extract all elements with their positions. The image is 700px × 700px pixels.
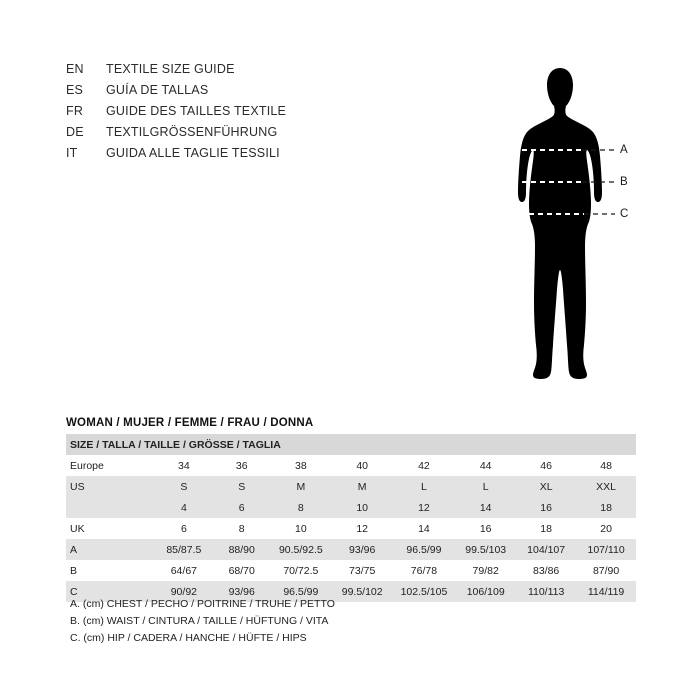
row-label: US — [66, 476, 154, 497]
gender-header: WOMAN / MUJER / FEMME / FRAU / DONNA — [66, 417, 314, 429]
cell: 6 — [154, 518, 213, 539]
cell: 106/109 — [455, 581, 516, 602]
footnote-a: A. (cm) CHEST / PECHO / POITRINE / TRUHE / PETTO — [70, 598, 335, 610]
cell: 44 — [455, 455, 516, 476]
cell: M — [332, 476, 393, 497]
cell: 10 — [270, 518, 332, 539]
cell: S — [213, 476, 270, 497]
title-row-it — [66, 146, 396, 167]
row-label: C — [66, 581, 154, 602]
language-code-it: IT — [66, 146, 78, 160]
cell: 18 — [516, 518, 576, 539]
cell: 12 — [393, 497, 456, 518]
language-code-en: EN — [66, 62, 84, 76]
female-body-silhouette-icon — [470, 52, 650, 422]
cell: 14 — [455, 497, 516, 518]
cell: 104/107 — [516, 539, 576, 560]
cell: 8 — [270, 497, 332, 518]
title-text-es: GUÍA DE TALLAS — [106, 83, 209, 97]
cell: L — [393, 476, 456, 497]
cell: 16 — [455, 518, 516, 539]
table-row-size-header — [66, 434, 636, 455]
cell: 18 — [576, 497, 636, 518]
row-label: UK — [66, 518, 154, 539]
marker-label-a: A — [620, 144, 628, 156]
cell: 20 — [576, 518, 636, 539]
title-row-es — [66, 83, 396, 104]
cell: 93/96 — [332, 539, 393, 560]
cell: M — [270, 476, 332, 497]
cell: 36 — [213, 455, 270, 476]
cell: L — [455, 476, 516, 497]
language-title-block — [66, 62, 396, 167]
cell: 73/75 — [332, 560, 393, 581]
row-label: B — [66, 560, 154, 581]
cell: 96.5/99 — [270, 581, 332, 602]
cell: 38 — [270, 455, 332, 476]
cell: 114/119 — [576, 581, 636, 602]
table-row — [66, 476, 636, 497]
cell: 96.5/99 — [393, 539, 456, 560]
measurement-figure — [470, 52, 650, 422]
cell: 90/92 — [154, 581, 213, 602]
cell: 10 — [332, 497, 393, 518]
size-table-area — [66, 415, 636, 602]
marker-label-b: B — [620, 176, 628, 188]
cell: 70/72.5 — [270, 560, 332, 581]
cell: 110/113 — [516, 581, 576, 602]
size-table — [66, 434, 636, 602]
language-code-fr: FR — [66, 104, 84, 118]
cell: 48 — [576, 455, 636, 476]
cell: 90.5/92.5 — [270, 539, 332, 560]
table-row — [66, 560, 636, 581]
cell: 76/78 — [393, 560, 456, 581]
title-text-de: TEXTILGRÖSSENFÜHRUNG — [106, 125, 278, 139]
cell: 102.5/105 — [393, 581, 456, 602]
cell: 88/90 — [213, 539, 270, 560]
cell: 64/67 — [154, 560, 213, 581]
cell: XXL — [576, 476, 636, 497]
cell: 16 — [516, 497, 576, 518]
title-text-it: GUIDA ALLE TAGLIE TESSILI — [106, 146, 280, 160]
table-row — [66, 497, 636, 518]
row-label — [66, 497, 154, 518]
row-label: Europe — [66, 455, 154, 476]
measurement-footnotes — [66, 596, 335, 647]
cell: 42 — [393, 455, 456, 476]
marker-label-c: C — [620, 208, 629, 220]
cell: 46 — [516, 455, 576, 476]
language-code-es: ES — [66, 83, 84, 97]
table-row — [66, 455, 636, 476]
cell: XL — [516, 476, 576, 497]
cell: 14 — [393, 518, 456, 539]
row-label: A — [66, 539, 154, 560]
cell: 4 — [154, 497, 213, 518]
cell: 107/110 — [576, 539, 636, 560]
cell: 83/86 — [516, 560, 576, 581]
cell: 34 — [154, 455, 213, 476]
title-row-de — [66, 125, 396, 146]
footnote-b: B. (cm) WAIST / CINTURA / TAILLE / HÜFTUNG / VITA — [70, 615, 329, 627]
table-row — [66, 539, 636, 560]
cell: 79/82 — [455, 560, 516, 581]
cell: 93/96 — [213, 581, 270, 602]
cell: 6 — [213, 497, 270, 518]
title-row-fr — [66, 104, 396, 125]
cell: 85/87.5 — [154, 539, 213, 560]
cell: 99.5/102 — [332, 581, 393, 602]
cell: 68/70 — [213, 560, 270, 581]
title-row-en — [66, 62, 396, 83]
cell: 99.5/103 — [455, 539, 516, 560]
cell: 87/90 — [576, 560, 636, 581]
title-text-fr: GUIDE DES TAILLES TEXTILE — [106, 104, 287, 118]
cell: 40 — [332, 455, 393, 476]
cell: S — [154, 476, 213, 497]
table-row — [66, 518, 636, 539]
title-text-en: TEXTILE SIZE GUIDE — [106, 62, 235, 76]
footnote-c: C. (cm) HIP / CADERA / HANCHE / HÜFTE / HIPS — [70, 632, 307, 644]
size-header-cell: SIZE / TALLA / TAILLE / GRÖSSE / TAGLIA — [66, 434, 636, 455]
cell: 12 — [332, 518, 393, 539]
cell: 8 — [213, 518, 270, 539]
language-code-de: DE — [66, 125, 84, 139]
